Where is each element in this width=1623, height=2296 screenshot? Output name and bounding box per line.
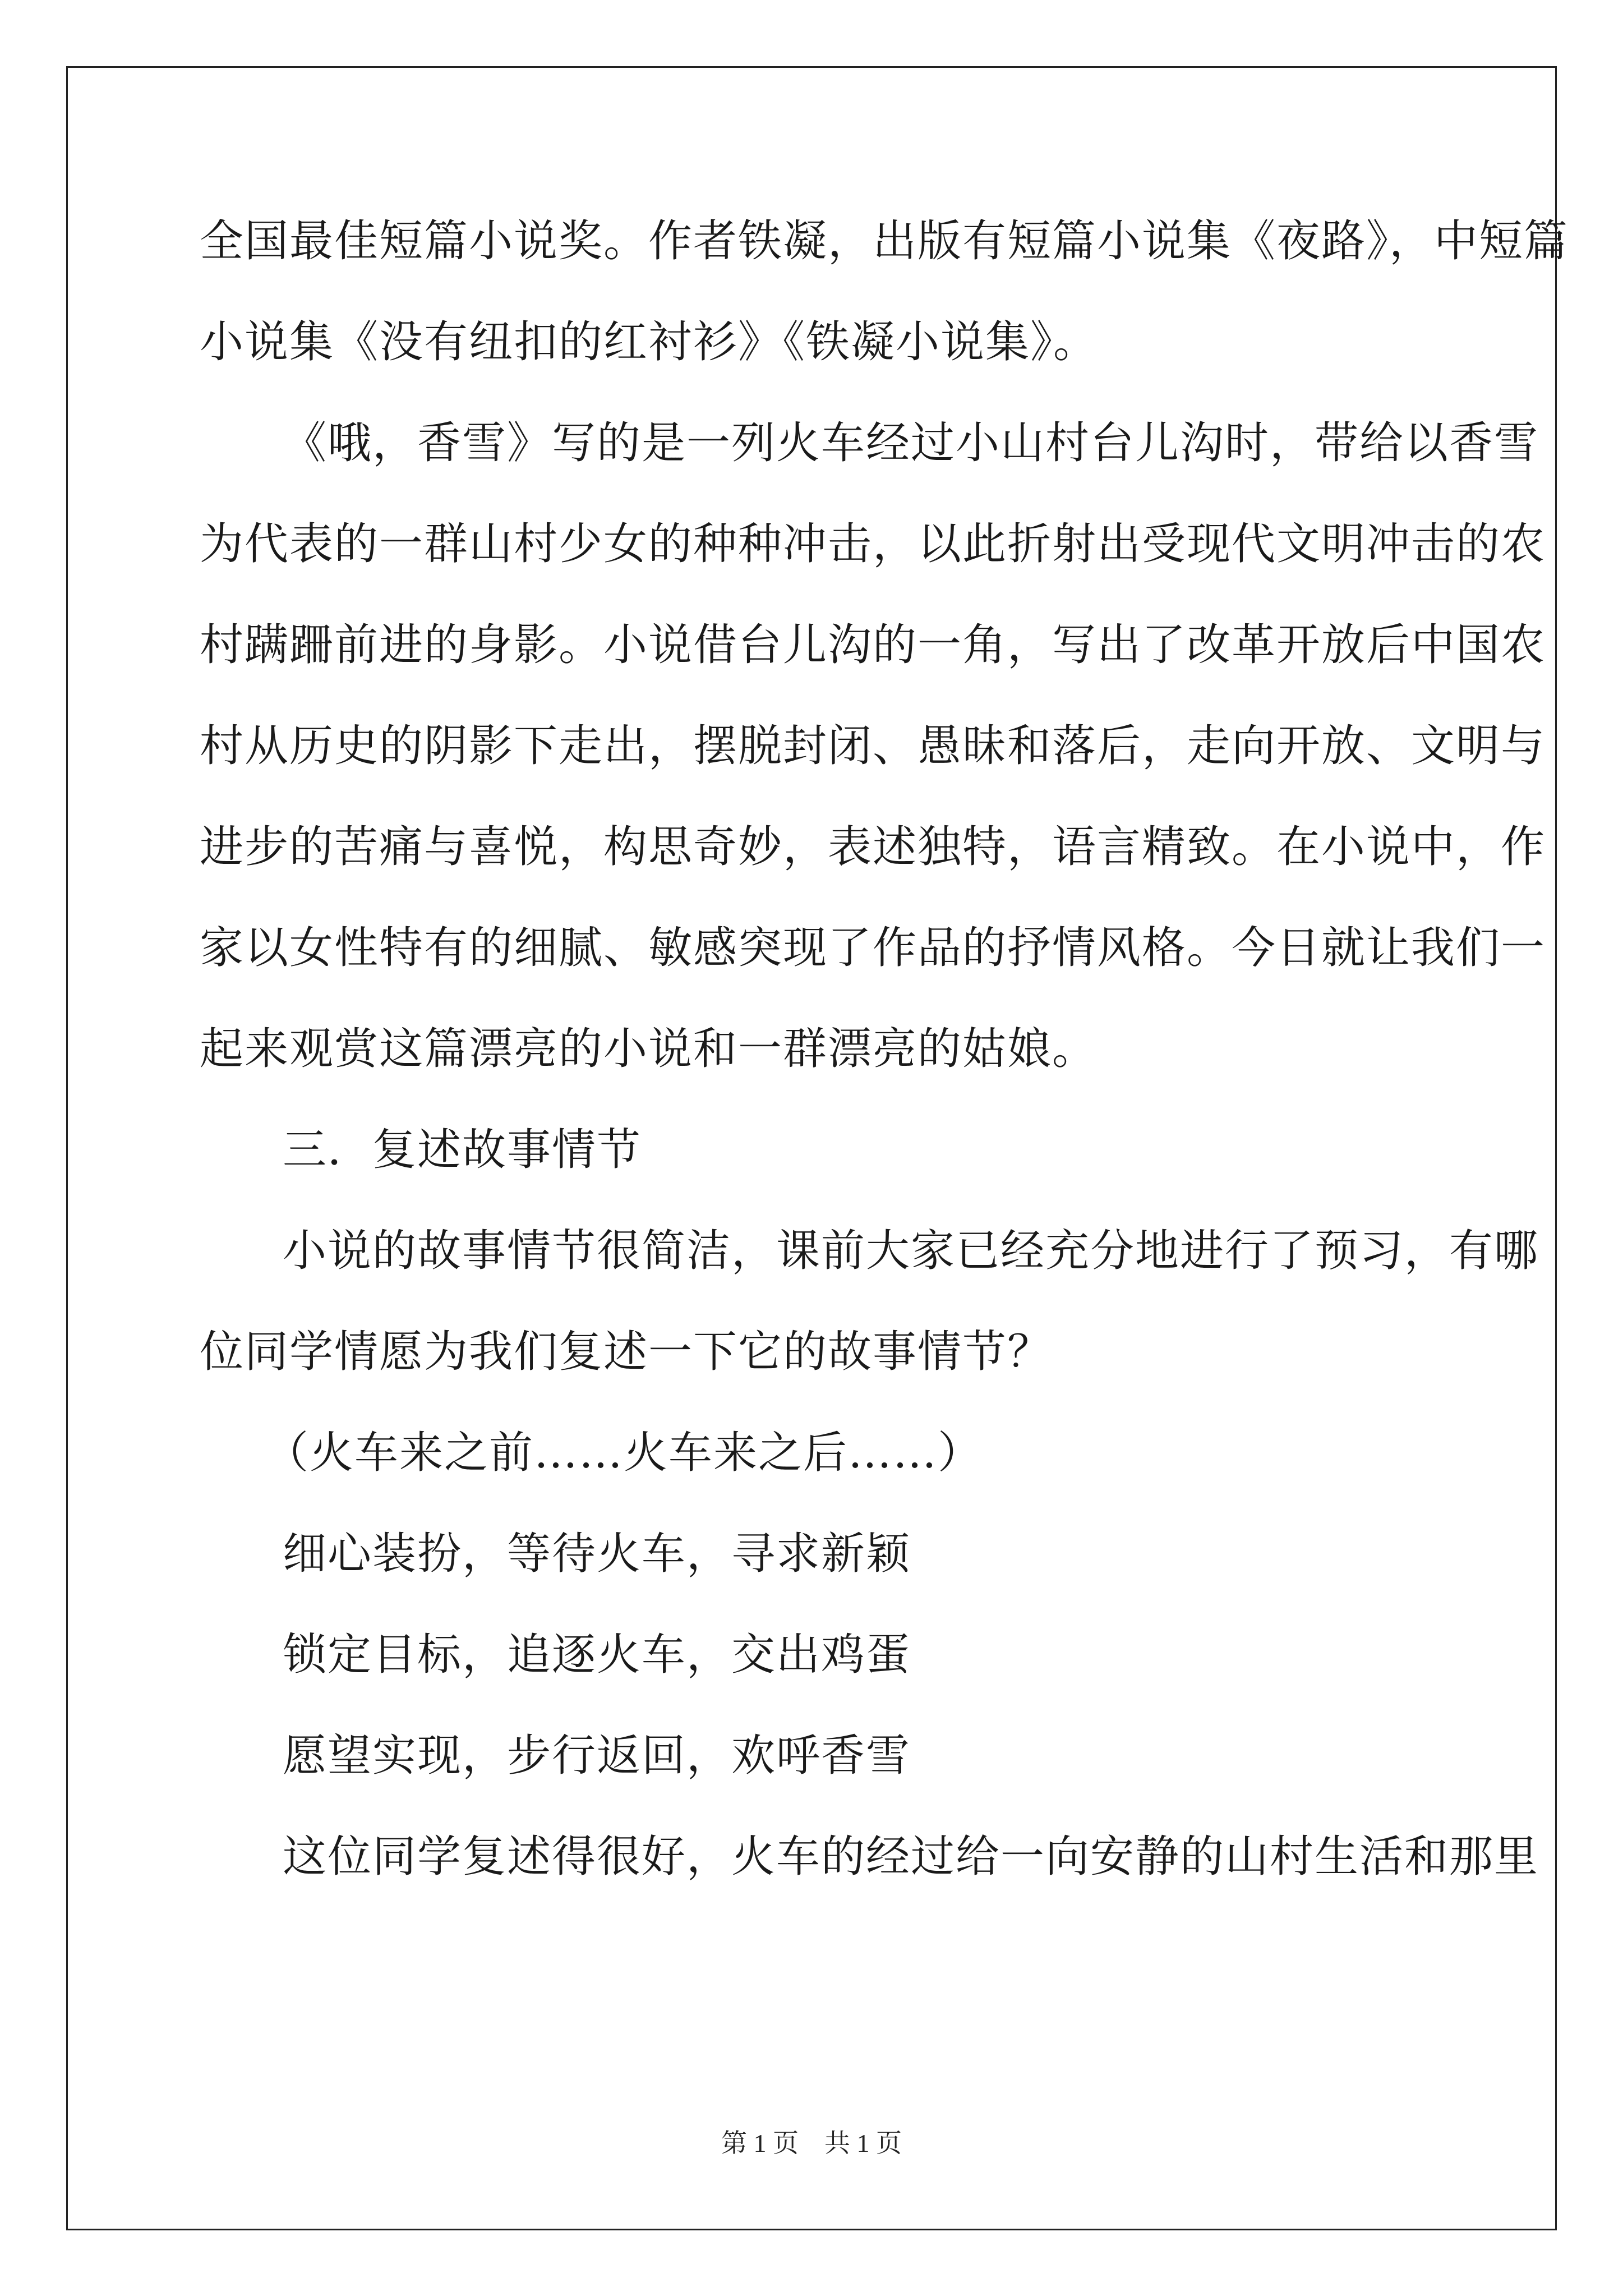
text-line: 锁定目标，追逐火车，交出鸡蛋 [283,1630,911,1680]
text-line: 位同学情愿为我们复述一下它的故事情节？ [200,1327,1053,1377]
section-heading: 三．复述故事情节 [283,1125,642,1175]
page-footer: 第 1 页 共 1 页 [721,2129,902,2157]
paragraph-first-line: 这位同学复述得很好，火车的经过给一向安静的山村生活和那里 [283,1832,1539,1882]
text-line: 村蹒跚前进的身影。小说借台儿沟的一角，写出了改革开放后中国农 [200,620,1546,670]
text-line: 全国最佳短篇小说奖。作者铁凝，出版有短篇小说集《夜路》，中短篇 [200,216,1569,266]
text-line: （火车来之前……火车来之后……） [265,1428,983,1478]
paragraph-first-line: 《哦，香雪》写的是一列火车经过小山村台儿沟时，带给以香雪 [283,418,1539,468]
text-line: 家以女性特有的细腻、敏感突现了作品的抒情风格。今日就让我们一 [200,923,1546,973]
text-line: 村从历史的阴影下走出，摆脱封闭、愚昧和落后，走向开放、文明与 [200,721,1546,771]
text-line: 进步的苦痛与喜悦，构思奇妙，表述独特，语言精致。在小说中，作 [200,822,1546,872]
text-line: 细心装扮，等待火车，寻求新颖 [283,1529,911,1579]
text-line: 为代表的一群山村少女的种种冲击，以此折射出受现代文明冲击的农 [200,519,1546,569]
document-body [200,191,1569,1907]
text-line: 小说集《没有纽扣的红衬衫》《铁凝小说集》。 [200,317,1099,367]
paragraph-first-line: 小说的故事情节很简洁，课前大家已经充分地进行了预习，有哪 [283,1226,1539,1276]
text-line: 起来观赏这篇漂亮的小说和一群漂亮的姑娘。 [200,1024,1098,1074]
text-line: 愿望实现，步行返回，欢呼香雪 [283,1731,911,1781]
